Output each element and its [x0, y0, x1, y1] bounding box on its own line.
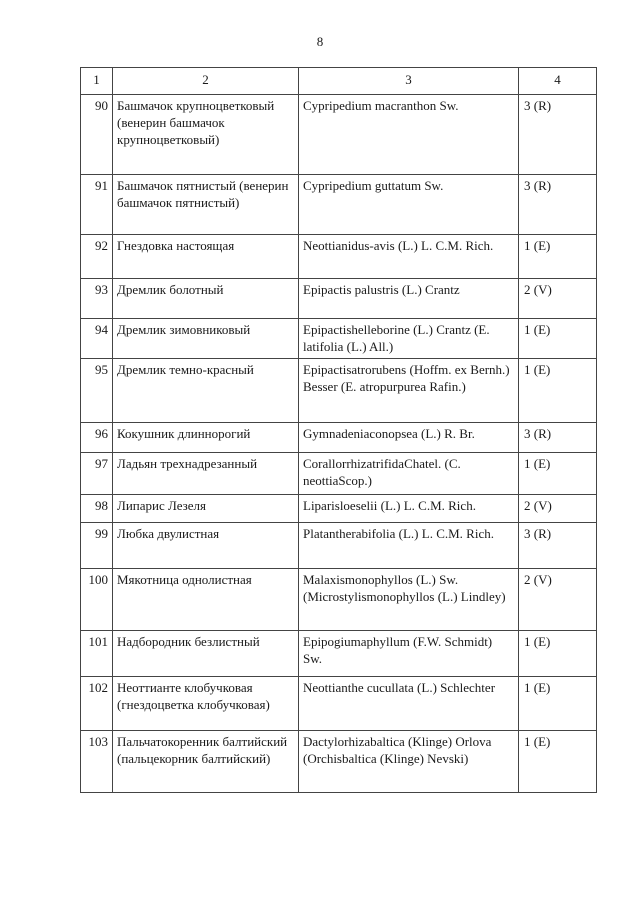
russian-name: Дремлик зимовниковый: [113, 319, 299, 359]
russian-name: Дремлик болотный: [113, 279, 299, 319]
status-category: 3 (R): [519, 423, 597, 453]
latin-name: Liparisloeselii (L.) L. C.M. Rich.: [299, 495, 519, 523]
table-row: [81, 423, 597, 453]
status-category: 1 (E): [519, 235, 597, 279]
latin-name: CorallorrhizatrifidaChatel. (C. neottiaScop.): [299, 453, 519, 495]
header-cell-category: 4: [519, 68, 597, 95]
latin-name: Neottianidus-avis (L.) L. C.M. Rich.: [299, 235, 519, 279]
status-category: 3 (R): [519, 95, 597, 175]
status-category: 1 (E): [519, 319, 597, 359]
table-header-row: [81, 68, 597, 95]
latin-name: Epipactishelleborine (L.) Crantz (E. latifolia (L.) All.): [299, 319, 519, 359]
russian-name: Мякотница однолистная: [113, 569, 299, 631]
row-number: 100: [81, 569, 113, 631]
status-category: 1 (E): [519, 677, 597, 731]
latin-name: Malaxismonophyllos (L.) Sw. (Microstylismonophyllos (L.) Lindley): [299, 569, 519, 631]
status-category: 2 (V): [519, 495, 597, 523]
table-row: [81, 731, 597, 793]
species-table: [80, 67, 597, 793]
table-row: [81, 235, 597, 279]
latin-name: Dactylorhizabaltica (Klinge) Orlova (Orchisbaltica (Klinge) Nevski): [299, 731, 519, 793]
russian-name: Липарис Лезеля: [113, 495, 299, 523]
russian-name: Кокушник длиннорогий: [113, 423, 299, 453]
table-row: [81, 319, 597, 359]
row-number: 102: [81, 677, 113, 731]
russian-name: Башмачок крупноцветковый (венерин башмачок крупноцветковый): [113, 95, 299, 175]
row-number: 103: [81, 731, 113, 793]
row-number: 98: [81, 495, 113, 523]
table-row: [81, 677, 597, 731]
latin-name: Gymnadeniaconopsea (L.) R. Br.: [299, 423, 519, 453]
russian-name: Надбородник безлистный: [113, 631, 299, 677]
header-cell-russian-name: 2: [113, 68, 299, 95]
table-row: [81, 523, 597, 569]
page-number: 8: [316, 34, 324, 49]
table-row: [81, 631, 597, 677]
russian-name: Неоттианте клобучковая (гнездоцветка клобучковая): [113, 677, 299, 731]
latin-name: Cypripedium guttatum Sw.: [299, 175, 519, 235]
latin-name: Epipactisatrorubens (Hoffm. ex Bernh.) Besser (E. atropurpurea Rafin.): [299, 359, 519, 423]
table-row: [81, 95, 597, 175]
table-row: [81, 495, 597, 523]
russian-name: Ладьян трехнадрезанный: [113, 453, 299, 495]
latin-name: Epipogiumaphyllum (F.W. Schmidt) Sw.: [299, 631, 519, 677]
status-category: 2 (V): [519, 279, 597, 319]
russian-name: Дремлик темно-красный: [113, 359, 299, 423]
status-category: 3 (R): [519, 523, 597, 569]
row-number: 96: [81, 423, 113, 453]
status-category: 3 (R): [519, 175, 597, 235]
russian-name: Любка двулистная: [113, 523, 299, 569]
row-number: 95: [81, 359, 113, 423]
row-number: 97: [81, 453, 113, 495]
status-category: 1 (E): [519, 453, 597, 495]
table-row: [81, 279, 597, 319]
status-category: 2 (V): [519, 569, 597, 631]
latin-name: Platantherabifolia (L.) L. C.M. Rich.: [299, 523, 519, 569]
status-category: 1 (E): [519, 359, 597, 423]
latin-name: Neottianthe cucullata (L.) Schlechter: [299, 677, 519, 731]
latin-name: Epipactis palustris (L.) Crantz: [299, 279, 519, 319]
table-row: [81, 359, 597, 423]
table-row: [81, 175, 597, 235]
table-row: [81, 569, 597, 631]
header-cell-number: 1: [81, 68, 113, 95]
row-number: 93: [81, 279, 113, 319]
row-number: 91: [81, 175, 113, 235]
latin-name: Cypripedium macranthon Sw.: [299, 95, 519, 175]
status-category: 1 (E): [519, 731, 597, 793]
header-cell-latin-name: 3: [299, 68, 519, 95]
table-row: [81, 453, 597, 495]
row-number: 94: [81, 319, 113, 359]
row-number: 92: [81, 235, 113, 279]
russian-name: Пальчатокоренник балтийский (пальцекорник балтийский): [113, 731, 299, 793]
russian-name: Башмачок пятнистый (венерин башмачок пятнистый): [113, 175, 299, 235]
row-number: 101: [81, 631, 113, 677]
row-number: 99: [81, 523, 113, 569]
status-category: 1 (E): [519, 631, 597, 677]
row-number: 90: [81, 95, 113, 175]
russian-name: Гнездовка настоящая: [113, 235, 299, 279]
